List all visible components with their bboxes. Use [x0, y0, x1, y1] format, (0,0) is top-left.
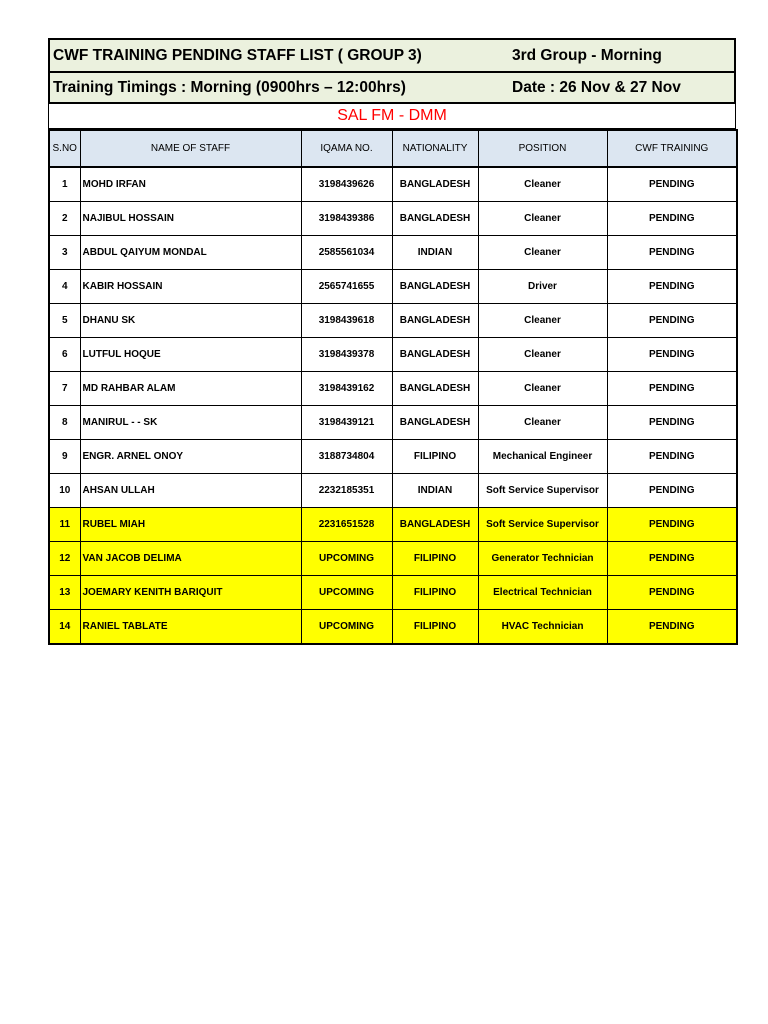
cell-iqama: 3188734804	[301, 440, 392, 474]
cell-name: VAN JACOB DELIMA	[80, 542, 301, 576]
cell-nationality: FILIPINO	[392, 610, 478, 645]
cell-sno: 2	[49, 202, 80, 236]
cell-training-status: PENDING	[607, 270, 737, 304]
column-header-sno: S.NO	[49, 130, 80, 167]
cell-iqama: 3198439626	[301, 167, 392, 202]
cell-training-status: PENDING	[607, 576, 737, 610]
cell-sno: 11	[49, 508, 80, 542]
cell-iqama: 3198439121	[301, 406, 392, 440]
cell-nationality: FILIPINO	[392, 542, 478, 576]
cell-training-status: PENDING	[607, 304, 737, 338]
cell-nationality: FILIPINO	[392, 576, 478, 610]
column-header-training: CWF TRAINING	[607, 130, 737, 167]
group-label: 3rd Group - Morning	[512, 46, 662, 64]
training-date: Date : 26 Nov & 27 Nov	[512, 78, 681, 96]
cell-name: MD RAHBAR ALAM	[80, 372, 301, 406]
cell-iqama: UPCOMING	[301, 542, 392, 576]
cell-sno: 14	[49, 610, 80, 645]
table-row	[49, 542, 737, 576]
table-row	[49, 372, 737, 406]
cell-name: MOHD IRFAN	[80, 167, 301, 202]
table-row	[49, 338, 737, 372]
cell-name: ENGR. ARNEL ONOY	[80, 440, 301, 474]
cell-training-status: PENDING	[607, 508, 737, 542]
column-header-iqama: IQAMA NO.	[301, 130, 392, 167]
company-label: SAL FM - DMM	[48, 104, 736, 129]
column-header-name: NAME OF STAFF	[80, 130, 301, 167]
table-header-row	[49, 130, 737, 167]
cell-iqama: 2232185351	[301, 474, 392, 508]
cell-sno: 10	[49, 474, 80, 508]
cell-nationality: BANGLADESH	[392, 202, 478, 236]
table-row	[49, 576, 737, 610]
cell-name: ABDUL QAIYUM MONDAL	[80, 236, 301, 270]
cell-name: RUBEL MIAH	[80, 508, 301, 542]
table-row	[49, 406, 737, 440]
timing-row	[48, 71, 736, 104]
cell-training-status: PENDING	[607, 338, 737, 372]
cell-position: Cleaner	[478, 406, 607, 440]
cell-position: Cleaner	[478, 304, 607, 338]
cell-iqama: 3198439618	[301, 304, 392, 338]
table-row	[49, 270, 737, 304]
cell-nationality: BANGLADESH	[392, 167, 478, 202]
cell-position: Cleaner	[478, 202, 607, 236]
cell-iqama: UPCOMING	[301, 610, 392, 645]
cell-sno: 5	[49, 304, 80, 338]
cell-nationality: BANGLADESH	[392, 338, 478, 372]
cell-nationality: BANGLADESH	[392, 304, 478, 338]
cell-nationality: BANGLADESH	[392, 270, 478, 304]
cell-name: JOEMARY KENITH BARIQUIT	[80, 576, 301, 610]
cell-position: Cleaner	[478, 338, 607, 372]
cell-iqama: 2565741655	[301, 270, 392, 304]
cell-sno: 4	[49, 270, 80, 304]
cell-iqama: 2231651528	[301, 508, 392, 542]
cell-iqama: UPCOMING	[301, 576, 392, 610]
cell-training-status: PENDING	[607, 610, 737, 645]
cell-training-status: PENDING	[607, 406, 737, 440]
cell-position: Cleaner	[478, 372, 607, 406]
title-row	[48, 38, 736, 71]
table-row	[49, 508, 737, 542]
column-header-position: POSITION	[478, 130, 607, 167]
cell-nationality: BANGLADESH	[392, 372, 478, 406]
table-row	[49, 474, 737, 508]
cell-sno: 8	[49, 406, 80, 440]
table-row	[49, 167, 737, 202]
training-timings: Training Timings : Morning (0900hrs – 12:00hrs)	[53, 78, 406, 96]
cell-nationality: BANGLADESH	[392, 406, 478, 440]
cell-training-status: PENDING	[607, 167, 737, 202]
staff-rows	[49, 167, 737, 644]
cell-sno: 1	[49, 167, 80, 202]
cell-nationality: INDIAN	[392, 236, 478, 270]
cell-nationality: BANGLADESH	[392, 508, 478, 542]
cell-iqama: 3198439162	[301, 372, 392, 406]
cell-iqama: 3198439378	[301, 338, 392, 372]
cell-name: MANIRUL - - SK	[80, 406, 301, 440]
cell-position: Mechanical Engineer	[478, 440, 607, 474]
column-header-nationality: NATIONALITY	[392, 130, 478, 167]
cell-nationality: INDIAN	[392, 474, 478, 508]
cell-sno: 9	[49, 440, 80, 474]
staff-table	[48, 129, 738, 645]
cell-iqama: 3198439386	[301, 202, 392, 236]
cell-name: KABIR HOSSAIN	[80, 270, 301, 304]
cell-training-status: PENDING	[607, 236, 737, 270]
cell-name: DHANU SK	[80, 304, 301, 338]
cell-position: Cleaner	[478, 236, 607, 270]
cell-training-status: PENDING	[607, 440, 737, 474]
cell-position: Soft Service Supervisor	[478, 508, 607, 542]
table-row	[49, 610, 737, 645]
cell-training-status: PENDING	[607, 474, 737, 508]
cell-nationality: FILIPINO	[392, 440, 478, 474]
cell-position: Electrical Technician	[478, 576, 607, 610]
cell-sno: 13	[49, 576, 80, 610]
cell-training-status: PENDING	[607, 202, 737, 236]
table-row	[49, 202, 737, 236]
cell-training-status: PENDING	[607, 372, 737, 406]
cell-iqama: 2585561034	[301, 236, 392, 270]
table-row	[49, 440, 737, 474]
cell-name: NAJIBUL HOSSAIN	[80, 202, 301, 236]
cell-name: AHSAN ULLAH	[80, 474, 301, 508]
cell-position: Soft Service Supervisor	[478, 474, 607, 508]
cell-sno: 12	[49, 542, 80, 576]
table-row	[49, 304, 737, 338]
cell-training-status: PENDING	[607, 542, 737, 576]
cell-position: Generator Technician	[478, 542, 607, 576]
cell-position: Driver	[478, 270, 607, 304]
cell-sno: 7	[49, 372, 80, 406]
cell-sno: 3	[49, 236, 80, 270]
cell-name: LUTFUL HOQUE	[80, 338, 301, 372]
table-row	[49, 236, 737, 270]
staff-list-sheet	[48, 38, 736, 645]
cell-position: Cleaner	[478, 167, 607, 202]
cell-sno: 6	[49, 338, 80, 372]
cell-position: HVAC Technician	[478, 610, 607, 645]
list-title: CWF TRAINING PENDING STAFF LIST ( GROUP 3)	[53, 46, 422, 64]
cell-name: RANIEL TABLATE	[80, 610, 301, 645]
